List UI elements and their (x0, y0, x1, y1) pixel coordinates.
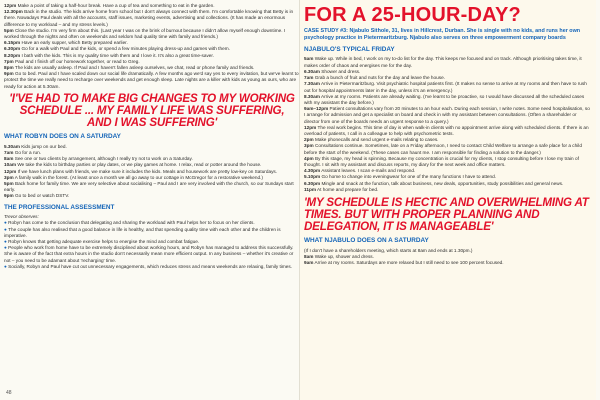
entry-text: Wake up, shower and dress. (314, 254, 374, 260)
typical-friday-list (304, 56, 592, 192)
entry-time: 8.20pm (4, 52, 21, 58)
entry-time: 5.30am (4, 143, 20, 149)
schedule-entry (304, 81, 592, 93)
schedule-entry (4, 193, 300, 199)
bullet-icon: ● (4, 238, 9, 244)
page-number: 48 (6, 390, 12, 396)
entry-text: A family walk in the forest. (At least once a month we all go away to our cottage in McGregor for a restorative weekend.) (14, 174, 263, 180)
bullet-icon: ● (4, 245, 9, 251)
schedule-entry (304, 143, 592, 155)
entry-text: Make a point of taking a half-hour break. Have a cup of tea and something to eat in the garden. (17, 3, 215, 8)
entry-time: 8pm (4, 65, 14, 71)
entry-text: Kids jump on our bed. (21, 143, 67, 149)
entry-text: Wake up. While in bed, I work on my to-do list for the day. This keeps me focused and on track. Although prioritising takes time, it makes order of chaos and energises me for the day. (304, 56, 582, 68)
entry-text: Arrive at my rooms. Patients are already waiting. (I've learnt to be proactive, so I would have discussed all the scheduled cases with my assistant the day before.) (304, 93, 585, 105)
entry-time: 5am (304, 56, 314, 62)
assessment-byline: Trevor observes: (4, 214, 39, 220)
entry-text: Arrive at my rooms. Saturdays are more relaxed but I still need to see 100 percent focused. (314, 260, 504, 266)
entry-time: 5pm (4, 27, 14, 33)
right-column (300, 0, 596, 400)
assessment-heading: THE PROFESSIONAL ASSESSMENT (4, 203, 115, 211)
case-intro-text: Njabulo Sithole, 31, lives in Hillcrest, Durban. She is single with no kids, and runs her own psychology practice in Pietermaritzburg. Njabulo also serves on three empowerment company boards (304, 28, 581, 42)
entry-time: 7pm (4, 58, 14, 64)
entry-text: The real work begins. This time of day is when walk-in clients with no appointment arrive along with scheduled clients. If there is an overload of patients, I call in a colleague to help with psychometric tests. (304, 124, 589, 136)
article-title: FOR A 25-HOUR-DAY? (304, 4, 521, 26)
entry-time: 7.30am (304, 81, 320, 87)
entry-time: 9am (304, 260, 314, 266)
entry-time: 9pm (4, 71, 14, 77)
entry-time: 12pm (304, 124, 317, 130)
entry-time: 3pm (4, 174, 14, 180)
robyn-schedule (4, 0, 300, 90)
schedule-entry (304, 94, 592, 106)
entry-text: By this stage, my head is spinning. Because my concentration is crucial for my clients, I stop consulting before I lose my train of thought. I sit with my assistant and discuss reports, my diary for the next week and office matters. (304, 155, 579, 167)
entry-text: Go for a run. (14, 150, 42, 156)
njabulo-saturday-intro: (If I don't have a shareholders meeting, which starts at 8am and ends at 1.30pm.) (304, 247, 473, 253)
entry-time: 8am (304, 254, 314, 260)
bullet-icon: ● (4, 226, 9, 232)
left-column (4, 0, 300, 400)
entry-text: Have an early supper, which Betty prepared earlier. (21, 40, 128, 46)
entry-text: Patient consultations vary from 20 minutes to an hour each. During each session, I write notes. Some need hospitalisation, so I arrange for admission and get a specialist on board and check in with my assistant between consultations. (Often a shareholder or director from one of the boards needs an urgent response to a query.) (304, 106, 590, 124)
left-pullquote: 'I'VE HAD TO MAKE BIG CHANGES TO MY WORKING SCHEDULE ... MY FAMILY LIFE WAS SUFFERING, AND I WAS SUFFERING' (9, 91, 295, 130)
robyn-saturday-list (4, 144, 300, 200)
assessment-list (4, 220, 300, 270)
schedule-entry (304, 125, 592, 137)
entry-text: Go home to change into eveningwear for one of the many functions I have to attend. (321, 174, 497, 180)
entry-text: At home and prepare for bed. (317, 186, 379, 192)
entry-time: 2pm (304, 137, 314, 143)
entry-time: 9pm (4, 193, 14, 199)
assessment-text: People who work from home have to be extremely disciplined about working hours, and Robyn has managed to address this successfully. She is aware of the fact that extra hours in the studio don't necessarily mean more efficient output. In any business – whether it's creative or not – you need to be adamant about 'recharging' time. (4, 245, 294, 263)
entry-text: Shower and dress. (321, 68, 361, 74)
schedule-entry (304, 106, 592, 125)
entry-text: Assistant leaves. I scan e-mails and respond. (321, 168, 416, 174)
entry-time: 4pm (304, 155, 314, 161)
entry-text: Mingle and snack at the function, talk about business, new deals, opportunities, study possibilities and general news. (321, 180, 564, 186)
robyn-saturday-heading: WHAT ROBYN DOES ON A SATURDAY (4, 133, 121, 141)
bullet-icon: ● (4, 263, 9, 269)
entry-time: 6.30am (304, 68, 320, 74)
entry-text: Make phonecalls and send urgent e-mails relating to cases. (314, 137, 439, 143)
entry-text: Go to bed or watch DSTV. (14, 193, 70, 199)
assessment-point (4, 227, 300, 239)
entry-time: 7am (304, 75, 314, 81)
entry-text: I bath with the kids. This is my quality time with them and I love it. It's also a great time-saver. (21, 52, 215, 58)
entry-text: See one or two clients by arrangement, although I really try not to work on a Saturday. (14, 156, 193, 162)
njabulo-saturday-list (304, 254, 592, 266)
entry-time: 6.30pm (4, 46, 21, 52)
entry-text: Back home for family time. We are very selective about socialising – Paul and I are very involved with the church, so our Sundays start early. (4, 181, 294, 193)
schedule-entry (304, 260, 592, 266)
case-intro (304, 28, 592, 42)
entry-text: Go for a walk with Paul and the kids, or spend a few minutes playing dress-up and games with them. (21, 46, 230, 52)
entry-time: 12pm (4, 168, 17, 174)
schedule-entry (4, 71, 300, 90)
typical-friday-heading: NJABULO'S TYPICAL FRIDAY (304, 46, 395, 54)
schedule-entry (304, 156, 592, 168)
njabulo-saturday-heading: WHAT NJABULO DOES ON A SATURDAY (304, 237, 429, 245)
entry-text: Back in the studio. The kids arrive home from school but I don't always connect with them. I'm comfortable knowing that Betty is in there. Nowadays Paul deals with all the accounts, staff issues, marketing events, advertising and collections. (It has made an enormous difference to my workload – and my stress levels.) (4, 9, 294, 27)
entry-time: 12pm (4, 3, 17, 8)
entry-text: Arrive in Pietermaritzburg. Visit psychiatric hospital patients first. (It makes no sense to arrive at my rooms and then have to rush out for hospital appointments later in the day, unless it's an emergency.) (304, 81, 587, 93)
assessment-point (4, 264, 300, 270)
schedule-entry (304, 56, 592, 68)
entry-text: Paul and I finish off our homework together, or read to Greg. (14, 58, 140, 64)
entry-time: 8am (4, 156, 14, 162)
schedule-entry (4, 181, 300, 193)
njabulo-section (300, 46, 596, 267)
schedule-entry (304, 187, 592, 193)
entry-time: 6.15pm (4, 40, 21, 46)
entry-time: 4.30pm (304, 168, 321, 174)
entry-time: 9am–12pm (304, 106, 329, 112)
schedule-entry (4, 28, 300, 40)
entry-time: 3pm (304, 143, 314, 149)
entry-text: If we have lunch plans with friends, we make sure it includes the kids. Meals and housework are pretty low-key on Saturdays. (17, 168, 278, 174)
entry-time: 5pm (4, 181, 14, 187)
entry-text: We take the kids to birthday parties or play dates, or we play games at home. I relax, read or potter around the house. (17, 162, 262, 168)
assessment-text: Socially, Robyn and Paul have cut out unnecessary engagements, which reduces stress and means weekends are relaxing, family times. (8, 263, 293, 269)
entry-text: Consultations continue. Sometimes, late on a Friday afternoon, I need to contact Child Welfare to arrange a safe place for a child before the start of the weekend. (These cases can haunt me. I am responsible for finding a solution to the danger.) (304, 143, 582, 155)
entry-text: Grab a bunch of fruit and nuts for the day and leave the house. (314, 75, 445, 81)
assessment-text: Robyn knows that getting adequate exercise helps to energise the mind and combat fatigue. (8, 238, 200, 244)
entry-text: Close the studio. I'm very firm about this. (Last year I was on the brink of burnout because I didn't allow myself enough downtime. I worked through the nights and often on weekends and seldom had quality time with family and friends.) (4, 27, 286, 40)
entry-time: 7am (4, 150, 14, 156)
bullet-icon: ● (4, 220, 9, 226)
entry-time: 6.30pm (304, 180, 321, 186)
entry-text: The kids are usually asleep. If Paul and I haven't fallen asleep ourselves, we chat, read or phone family and friends. (14, 65, 255, 71)
right-pullquote: 'MY SCHEDULE IS HECTIC AND OVERWHELMING AT TIMES. BUT WITH PROPER PLANNING AND DELEGATION, IT IS MANAGEABLE' (304, 195, 589, 234)
assessment-point (4, 245, 300, 264)
entry-time: 12.30pm (4, 9, 23, 15)
entry-time: 10am (4, 162, 16, 168)
assessment-text: The couple has also realised that a good balance in life is healthy, and that spending quality time with each other and the children is imperative. (4, 226, 281, 238)
schedule-entry (4, 9, 300, 28)
assessment-text: Robyn has come to the conclusion that delegating and sharing the workload with Paul helps her to focus on her clients. (8, 220, 255, 226)
case-label: CASE STUDY #3: (304, 28, 348, 34)
entry-text: Go to bed. Paul and I have scaled down our social life dramatically. A few months ago we'd say yes to every invitation, but we've learnt to protect the time we really need to recharge over weekends and get enough sleep. Late nights are a killer with kids as young as ours, who are ready for action at 5.30am. (4, 71, 299, 89)
entry-time: 8.30am (304, 93, 320, 99)
entry-time: 11pm (304, 186, 316, 192)
entry-time: 5.10pm (304, 174, 321, 180)
